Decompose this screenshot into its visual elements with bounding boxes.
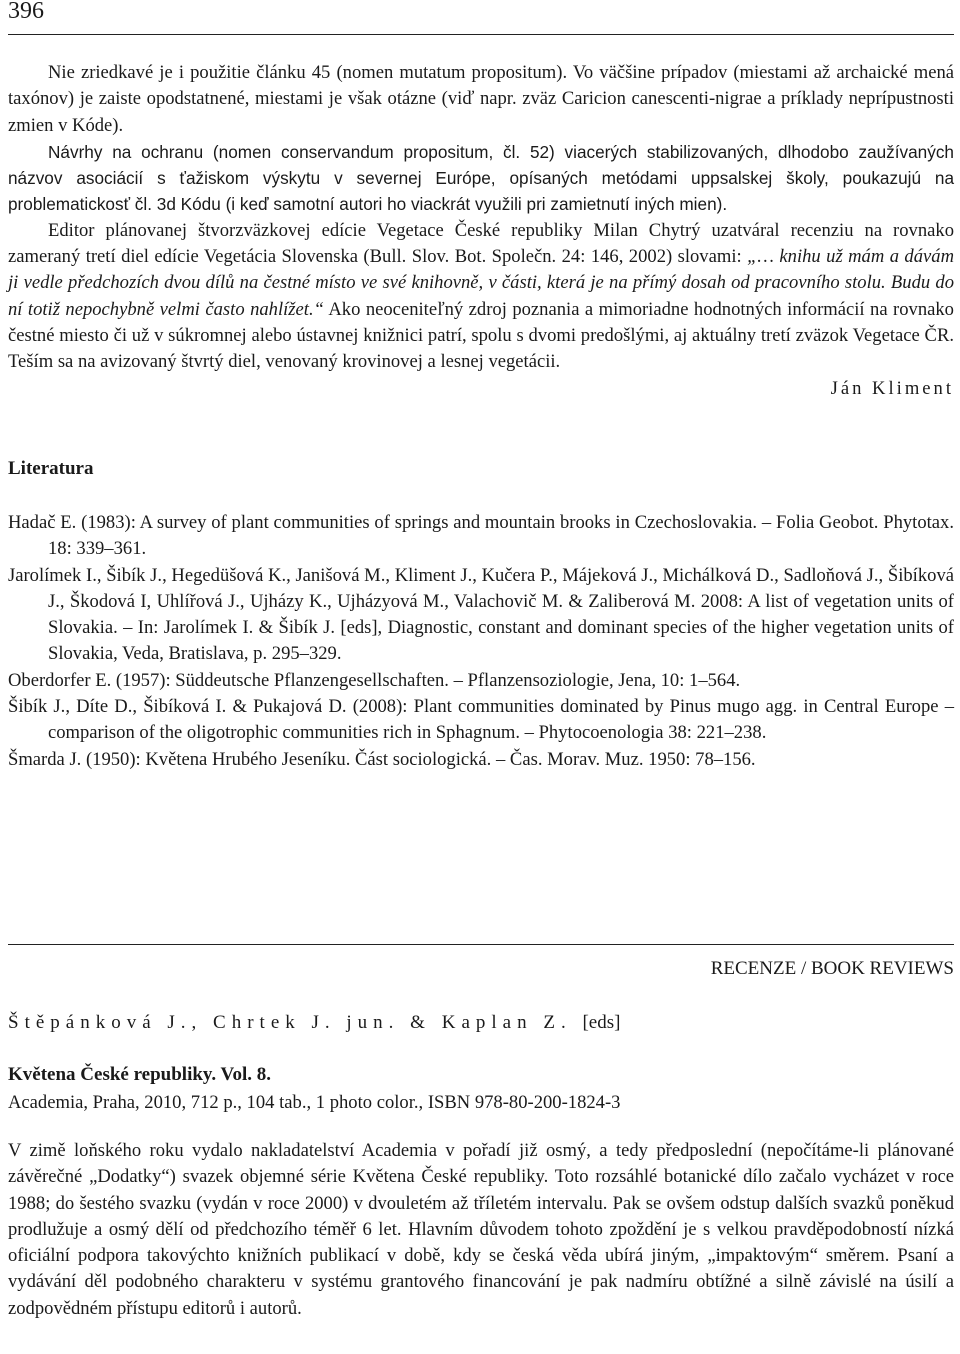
paragraph-3-text-a: Editor plánovanej štvorzväzkovej edície Vegetace České republiky Milan Chytrý uzatváral recenziu na rovnako zameraný tretí diel edície Vegetácia Slovenska (Bull. Slov. Bot. Společn. 24: 146, 2002) slovami: xyxy=(8,219,954,268)
literature-heading: Literatura xyxy=(8,458,94,479)
book-title: Květena České republiky. Vol. 8. xyxy=(8,1064,272,1085)
article-body xyxy=(8,60,954,402)
reference-item: Oberdorfer E. (1957): Süddeutsche Pflanzengesellschaften. – Pflanzensoziologie, Jena, 10: 1–564. xyxy=(8,669,741,691)
reference-item: Hadač E. (1983): A survey of plant communities of springs and mountain brooks in Czechoslovakia. – Folia Geobot. Phytotax. 18: 339–361. xyxy=(8,512,954,560)
czech-quote: „… knihu už mám a dávám ji vedle předchozích dvou dílů na čestné místo ve své knihovně, v části, která je na přímý dosah od pracovního stolu. Budu do ní totiž nepochybně velmi často nahlížet.“ xyxy=(8,246,954,320)
header-rule xyxy=(8,34,954,35)
paragraph-1: Nie zriedkavé je i použitie článku 45 (nomen mutatum propositum). Vo väčšine prípadov (miestami až archaické mená taxónov) je zaiste opodstatnené, miestami je však otázne (viď napr. zväz Caricion canescenti-nigrae a príklady neprípustnosti zmien v Kóde). xyxy=(8,62,954,136)
author-2: Chrtek J. jun. & xyxy=(213,1012,442,1033)
author-3: Kaplan Z. xyxy=(441,1012,583,1033)
review-paragraph: V zimě loňského roku vydalo nakladatelství Academia v pořadí již osmý, a tedy předposlední (nepočítáme-li plánované závěrečné „Dodatky“) svazek objemné série Květena České republiky. Toto rozsáhlé botanické dílo začalo vycházet v roce 1988; do šestého svazku (vydán v roce 2000) v dvouletém až tříletém intervalu. Pak se ovšem odstup dalších svazků poněkud prodlužuje a osmý dělí od předchozího téměř 6 let. Hlavním důvodem tohoto zpoždění je s velkou pravděpodobností nízká oficiální podpora takovýchto knižních publikací v době, kdy se česká věda ubírá jiným, „impaktovým“ směrem. Psaní a vydávání děl podobného charakteru v systému grantového financování je pak nadmíru obtížné a silně závislé na úsilí a zodpovědném přístupu editorů i autorů. xyxy=(8,1140,954,1319)
section-divider xyxy=(8,944,954,945)
section-label: RECENZE / BOOK REVIEWS xyxy=(710,958,954,979)
page-number: 396 xyxy=(8,0,44,24)
author-signature: Ján Kliment xyxy=(830,377,954,399)
paragraph-3 xyxy=(8,218,954,376)
book-publication-info: Academia, Praha, 2010, 712 p., 104 tab., 1 photo color., ISBN 978-80-200-1824-3 xyxy=(8,1092,621,1113)
review-authors xyxy=(8,1012,620,1034)
paragraph-2: Návrhy na ochranu (nomen conservandum propositum, čl. 52) viacerých stabilizovaných, dlhodobo zaužívaných názvov asociácií s ťažiskom výskytu v severnej Európe, opísaných metódami uppsalskej školy, poukazujú na problematickosť čl. 3d Kódu (i keď samotní autori ho viackrát využili pri zamietnutí iných mien). xyxy=(8,141,954,215)
editors-note: [eds] xyxy=(582,1012,621,1033)
author-1: Štěpánková J., xyxy=(8,1012,214,1033)
paragraph-3-text-b: Ako neoceniteľný zdroj poznania a mimoriadne hodnotných informácií na rovnako čestné miesto či už v súkromnej alebo ústavnej knižnici patrí, spolu s dvomi predošlými, aj aktuálny tretí zväzok Vegetace ČR. Teším sa na avizovaný štvrtý diel, venovaný krovinovej a lesnej vegetácii. xyxy=(8,298,954,373)
reference-item: Jarolímek I., Šibík J., Hegedüšová K., Janišová M., Kliment J., Kučera P., Májeková J., Michálková D., Sadloňová J., Šibíková J., Škodová I, Uhlířová J., Ujházy K., Ujházyová M., Valachovič M. & Zaliberová M. 2008: A list of vegetation units of Slovakia. – In: Jarolímek I. & Šibík J. [eds], Diagnostic, constant and dominant species of the higher vegetation units of Slovakia, Veda, Bratislava, p. 295–329. xyxy=(8,564,954,665)
reference-list xyxy=(8,510,954,773)
reference-item: Šibík J., Díte D., Šibíková I. & Pukajová D. (2008): Plant communities dominated by Pinus mugo agg. in Central Europe – comparison of the oligotrophic communities rich in Sphagnum. – Phytocoenologia 38: 221–238. xyxy=(8,696,954,744)
review-body xyxy=(8,1138,954,1322)
reference-item: Šmarda J. (1950): Květena Hrubého Jeseníku. Část sociologická. – Čas. Morav. Muz. 1950: 78–156. xyxy=(8,748,756,770)
